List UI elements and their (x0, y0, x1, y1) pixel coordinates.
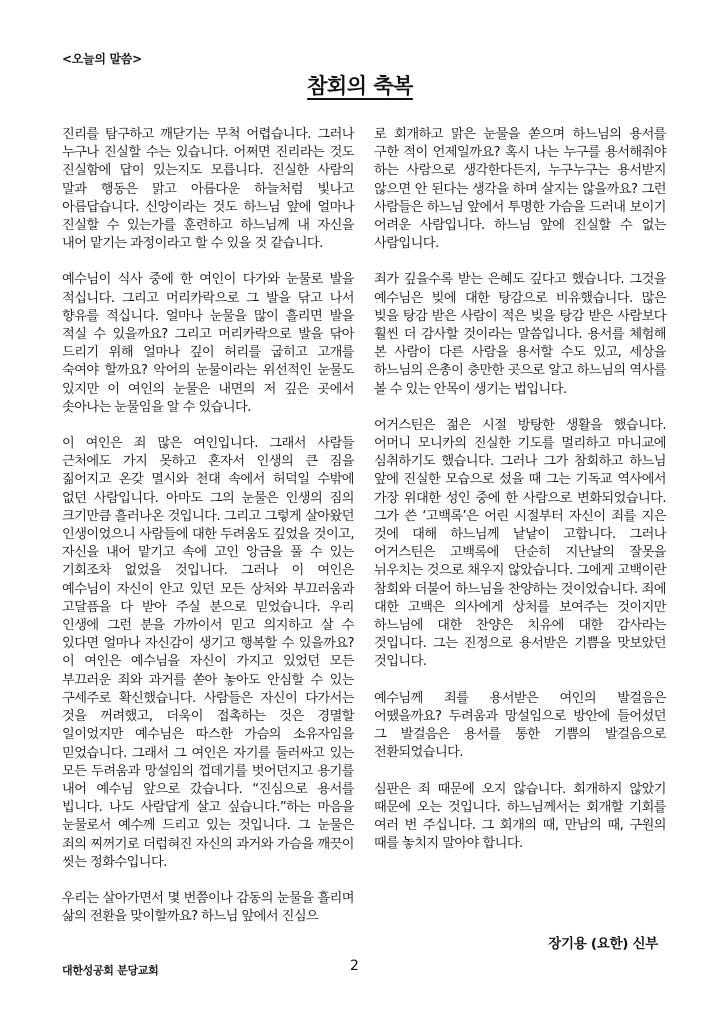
article-title: 참회의 축복 (307, 74, 413, 98)
paragraph: 어거스틴은 젊은 시절 방탕한 생활을 했습니다. 어머니 모니카의 진실한 기도를 멀리하고 마니교에 심취하기도 했습니다. 그러나 그가 참회하고 하느님 앞에 진실한 모습으로 섰을 때 그는 기독교 역사에서 가장 위대한 성인 중에 한 사람으로 변화되었습니다. 그가 쓴 ‘고백록’은 어린 시절부터 자신이 죄를 지은 것에 대해 하느님께 낱낱이 고합니다. 그러나 어거스틴은 고백록에 단순히 지난날의 잘못을 뉘우치는 것으로 채우지 않았습니다. 그에게 고백이란 참회와 더불어 하느님을 찬양하는 것이었습니다. 죄에 대한 고백은 의사에게 상처를 보여주는 것이지만 하느님에 대한 찬양은 치유에 대한 감사라는 것입니다. 그는 진정으로 용서받은 기쁨을 맛보았던 것입니다. (374, 417, 666, 670)
paragraph: 로 회개하고 맑은 눈물을 쏟으며 하느님의 용서를 구한 적이 언제일까요? 혹시 나는 누구를 용서해줘야 하는 사람으로 생각한다든지, 누구누구는 용서받지 않으면 안 된다는 생각을 하며 살지는 않을까요? 그런 사람들은 하느님 앞에서 투명한 가슴을 드러내 보이기 어려운 사람입니다. 하느님 앞에 진실할 수 없는 사람입니다. (374, 127, 666, 252)
paragraph: 예수님께 죄를 용서받은 여인의 발걸음은 어땠을까요? 두려움과 망설임으로 방안에 들어섰던 그 발걸음은 용서를 통한 기쁨의 발걸음으로 전환되었습니다. (374, 690, 666, 761)
paragraph: 예수님이 식사 중에 한 여인이 다가와 눈물로 발을 적십니다. 그리고 머리카락으로 그 발을 닦고 나서 향유를 적십니다. 얼마나 눈물을 많이 흘리면 발을 적실 수 있을까요? 그리고 머리카락으로 발을 닦아 드리기 위해 얼마나 깊이 허리를 굽히고 고개를 숙여야 할까요? 악어의 눈물이라는 위선적인 눈물도 있지만 이 여인의 눈물은 내면의 저 깊은 곳에서 솟아나는 눈물임을 알 수 있습니다. (62, 272, 354, 415)
section-label: <오늘의 말씀> (62, 52, 142, 66)
paragraph: 진리를 탐구하고 깨닫기는 무척 어렵습니다. 그러나 누구나 진실할 수는 있습니다. 어쩌면 진리라는 것도 진실함에 답이 있는지도 모릅니다. 진실한 사람의 말과 행동은 맑고 아름다운 하늘처럼 빛나고 아름답습니다. 신앙이라는 것도 하느님 앞에 얼마나 진실할 수 있는가를 훈련하고 하느님께 내 자신을 내어 맡기는 과정이라고 할 수 있을 것 같습니다. (62, 127, 354, 252)
paragraph: 심판은 죄 때문에 오지 않습니다. 회개하지 않았기 때문에 오는 것입니다. 하느님께서는 회개할 기회를 여러 번 주십니다. 그 회개의 때, 만남의 때, 구원의 때를 놓치지 말아야 합니다. (374, 781, 666, 852)
left-column (62, 126, 354, 944)
paragraph: 우리는 살아가면서 몇 번쯤이나 감동의 눈물을 흘리며 삶의 전환을 맞이할까요? 하느님 앞에서 진심으 (62, 890, 354, 925)
right-column (374, 126, 666, 871)
paragraph: 죄가 깊을수록 받는 은혜도 깊다고 했습니다. 그것을 예수님은 빚에 대한 탕감으로 비유했습니다. 많은 빚을 탕감 받은 사람이 적은 빚을 탕감 받은 사람보다 훨씬 더 감사할 것이라는 말씀입니다. 용서를 체험해 본 사람이 다른 사람을 용서할 수도 있고, 세상을 하느님의 은총이 충만한 곳으로 알고 하느님의 역사를 볼 수 있는 안목이 생기는 법입니다. (374, 272, 666, 397)
paragraph: 이 여인은 죄 많은 여인입니다. 그래서 사람들 근처에도 가지 못하고 혼자서 인생의 큰 짐을 짊어지고 온갖 멸시와 천대 속에서 허덕일 수밖에 없던 사람입니다. 아마도 그의 눈물은 인생의 짐의 크기만큼 흘러나온 것입니다. 그리고 그렇게 살아왔던 인생이었으니 사람들에 대한 두려움도 깊었을 것이고, 자신을 내어 맡기고 속에 고인 앙금을 풀 수 있는 기회조차 없었을 것입니다. 그러나 이 여인은 예수님이 자신이 안고 있던 모든 상처와 부끄러움과 고달픔을 다 받아 주실 분으로 믿었습니다. 우리 인생에 그런 분을 가까이서 믿고 의지하고 살 수 있다면 얼마나 자신감이 생기고 행복할 수 있을까요? 이 여인은 예수님을 자신이 가지고 있었던 모든 부끄러운 죄와 과거를 쏟아 놓아도 안심할 수 있는 구세주로 확신했습니다. 사람들은 자신이 다가서는 것을 꺼려했고, 더욱이 접촉하는 것은 경멸할 일이었지만 예수님은 따스한 가슴의 소유자임을 믿었습니다. 그래서 그 여인은 자기를 둘러싸고 있는 모든 두려움과 망설임의 껍데기를 벗어던지고 용기를 내어 예수님 앞으로 갔습니다. “진심으로 용서를 빕니다. 나도 사람답게 살고 싶습니다.”하는 마음을 눈물로서 예수께 드리고 있는 것입니다. 그 눈물은 죄의 찌꺼기로 더럽혀진 자신의 과거와 가슴을 깨끗이 씻는 정화수입니다. (62, 436, 354, 870)
church-name: 대한성공회 분당교회 (62, 964, 159, 977)
author-signature: 장기용 (요한) 신부 (548, 936, 658, 952)
page-number: 2 (350, 958, 359, 974)
